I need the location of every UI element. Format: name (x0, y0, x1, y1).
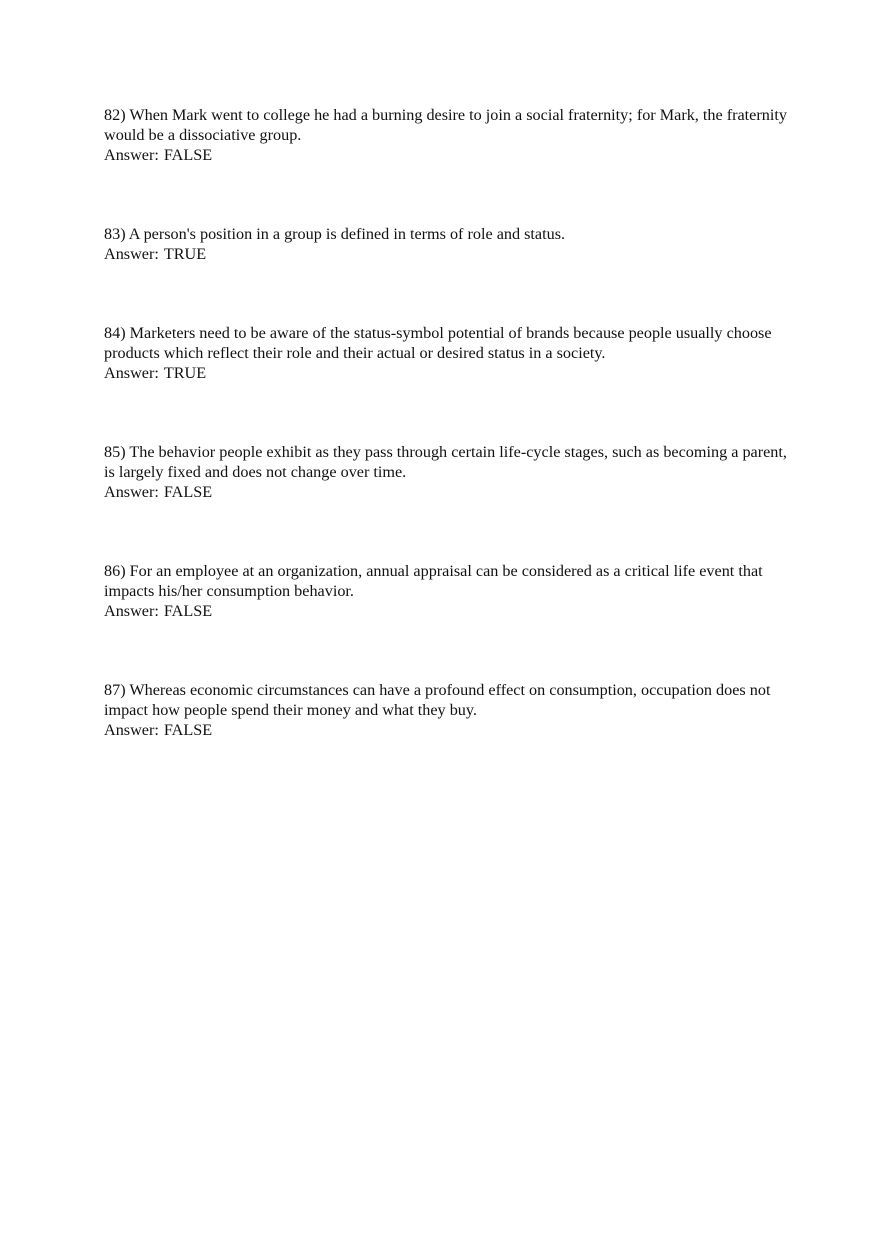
answer-label: Answer: (104, 721, 159, 739)
answer-line (104, 720, 794, 740)
question-list (104, 105, 794, 740)
question-text: 86) For an employee at an organization, annual appraisal can be considered as a critical life event that impacts his/her consumption behavior. (104, 562, 763, 600)
answer-label: Answer: (104, 364, 159, 382)
answer-line (104, 482, 794, 502)
answer-line (104, 363, 794, 383)
answer-line (104, 145, 794, 165)
answer-line (104, 244, 794, 264)
answer-value: FALSE (163, 602, 213, 620)
answer-label: Answer: (104, 483, 159, 501)
question-item (104, 442, 794, 502)
question-text: 82) When Mark went to college he had a burning desire to join a social fraternity; for Mark, the fraternity would be a dissociative group. (104, 106, 787, 144)
answer-line (104, 601, 794, 621)
question-text: 83) A person's position in a group is defined in terms of role and status. (104, 225, 566, 243)
answer-value: TRUE (163, 364, 207, 382)
question-item (104, 105, 794, 165)
question-item (104, 561, 794, 621)
answer-value: TRUE (163, 245, 207, 263)
answer-value: FALSE (163, 146, 213, 164)
answer-value: FALSE (163, 721, 213, 739)
answer-label: Answer: (104, 245, 159, 263)
answer-label: Answer: (104, 602, 159, 620)
question-item (104, 224, 794, 264)
answer-label: Answer: (104, 146, 159, 164)
question-text: 87) Whereas economic circumstances can have a profound effect on consumption, occupation does not impact how people spend their money and what they buy. (104, 681, 771, 719)
question-text: 84) Marketers need to be aware of the status-symbol potential of brands because people usually choose products which reflect their role and their actual or desired status in a society. (104, 324, 772, 362)
answer-value: FALSE (163, 483, 213, 501)
question-text: 85) The behavior people exhibit as they pass through certain life-cycle stages, such as becoming a parent, is largely fixed and does not change over time. (104, 443, 787, 481)
question-item (104, 680, 794, 740)
question-item (104, 323, 794, 383)
